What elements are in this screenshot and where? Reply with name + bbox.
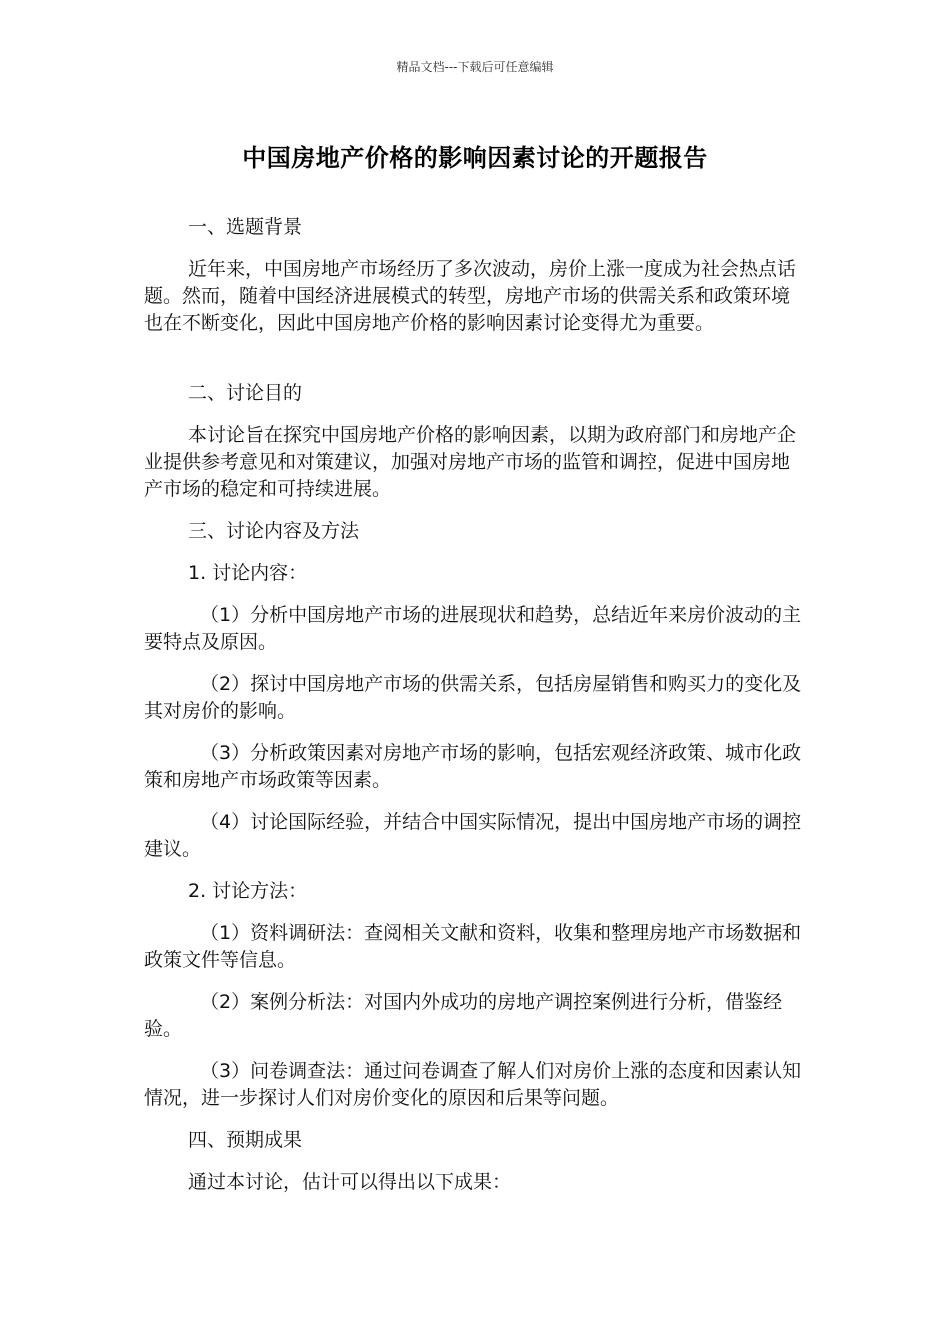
paragraph: 近年来，中国房地产市场经历了多次波动，房价上涨一度成为社会热点话题。然而，随着中国经济进展模式的转型，房地产市场的供需关系和政策环境也在不断变化，因此中国房地产价格的影响因素讨论变得尤为重要。	[144, 258, 797, 334]
section-heading: 二、讨论目的	[188, 382, 303, 404]
section-heading: 一、选题背景	[188, 216, 303, 238]
list-item: （4）讨论国际经验，并结合中国实际情况，提出中国房地产市场的调控建议。	[144, 811, 802, 860]
section-3-heading	[144, 518, 808, 545]
paragraph: 本讨论旨在探究中国房地产价格的影响因素，以期为政府部门和房地产企业提供参考意见和对策建议，加强对房地产市场的监管和调控，促进中国房地产市场的稳定和可持续进展。	[144, 424, 797, 500]
section-4-heading	[144, 1127, 808, 1154]
list-item: （3）问卷调查法：通过问卷调查了解人们对房价上涨的态度和因素认知情况，进一步探讨人们对房价变化的原因和后果等问题。	[144, 1060, 802, 1109]
paragraph: 通过本讨论，估计可以得出以下成果：	[188, 1171, 512, 1193]
section-4-paragraph	[144, 1169, 808, 1196]
document-title: 中国房地产价格的影响因素讨论的开题报告	[242, 144, 708, 172]
method-item-1	[144, 920, 808, 974]
list-item: （3）分析政策因素对房地产市场的影响，包括宏观经济政策、城市化政策和房地产市场政策等因素。	[144, 742, 802, 791]
section-1-heading	[144, 214, 808, 241]
section-2-paragraph	[144, 422, 808, 503]
list-item: （2）案例分析法：对国内外成功的房地产调控案例进行分析，借鉴经验。	[144, 991, 783, 1040]
list-item: （2）探讨中国房地产市场的供需关系，包括房屋销售和购买力的变化及其对房价的影响。	[144, 673, 802, 722]
list-item: （1）分析中国房地产市场的进展现状和趋势，总结近年来房价波动的主要特点及原因。	[144, 604, 802, 653]
method-item-2	[144, 989, 808, 1043]
section-heading: 四、预期成果	[188, 1129, 303, 1151]
section-heading: 三、讨论内容及方法	[188, 520, 360, 542]
subsection-content-heading	[144, 560, 808, 587]
section-2-heading	[144, 380, 808, 407]
method-item-3	[144, 1058, 808, 1112]
subsection-method-heading	[144, 878, 808, 905]
subsection-heading: 1. 讨论内容：	[188, 562, 308, 584]
section-1-paragraph	[144, 256, 808, 337]
header-note: 精品文档---下载后可任意编辑	[396, 60, 554, 74]
subsection-heading: 2. 讨论方法：	[188, 880, 308, 902]
content-item-4	[144, 809, 808, 863]
list-item: （1）资料调研法：查阅相关文献和资料，收集和整理房地产市场数据和政策文件等信息。	[144, 922, 802, 971]
content-item-1	[144, 602, 808, 656]
content-item-2	[144, 671, 808, 725]
content-item-3	[144, 740, 808, 794]
